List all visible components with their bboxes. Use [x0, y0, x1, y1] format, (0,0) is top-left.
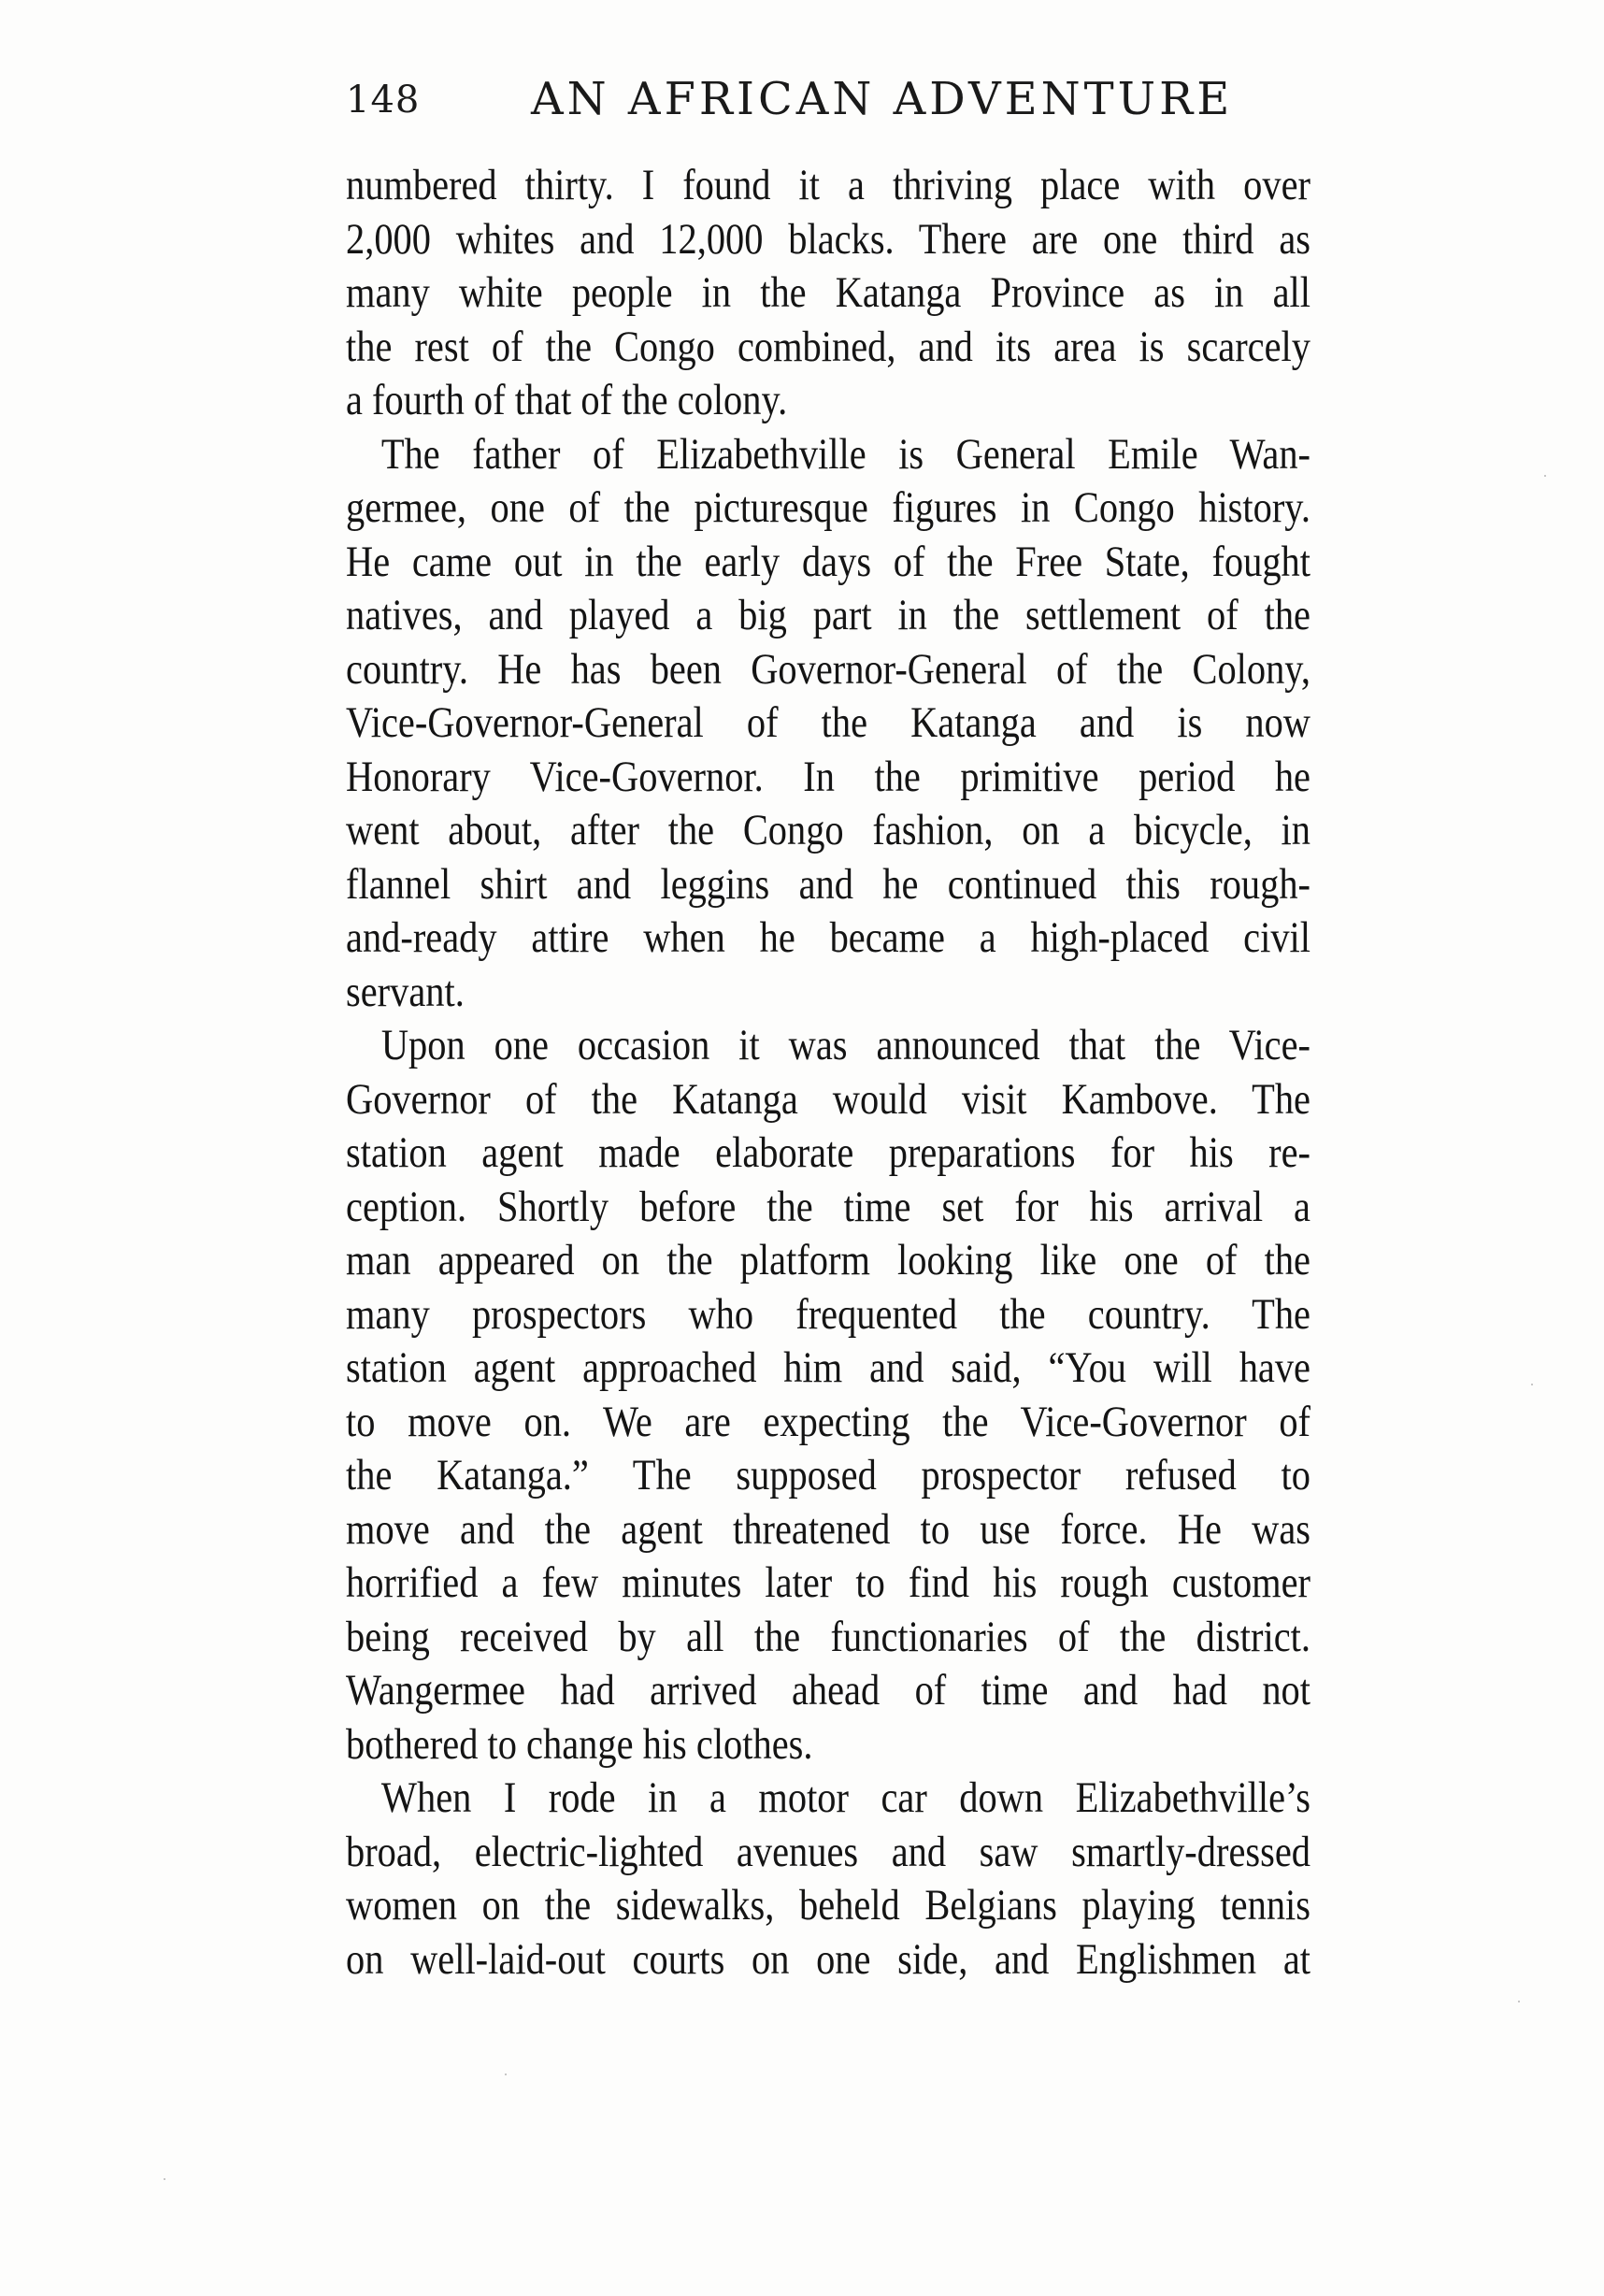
- body-text: [346, 159, 1310, 1987]
- paragraph: [346, 1019, 1310, 1772]
- text-line: horrified a few minutes later to find his rough customer: [346, 1558, 1310, 1607]
- text-line: servant.: [346, 967, 465, 1016]
- text-line: flannel shirt and leggins and he continued this rough-: [346, 859, 1310, 909]
- text-line: went about, after the Congo fashion, on a bicycle, in: [346, 806, 1310, 854]
- text-line: man appeared on the platform looking like one of the: [346, 1236, 1310, 1284]
- text-line: station agent made elaborate preparations for his re-: [346, 1128, 1310, 1177]
- paper-speck: [505, 2074, 507, 2075]
- paragraph: [346, 428, 1310, 1020]
- text-line: many prospectors who frequented the country. The: [346, 1289, 1310, 1339]
- text-line: a fourth of that of the colony.: [346, 376, 788, 424]
- text-line: the Katanga.” The supposed prospector refused to: [346, 1451, 1310, 1500]
- text-line: to move on. We are expecting the Vice-Governor of: [346, 1397, 1310, 1446]
- text-line: many white people in the Katanga Province as in all: [346, 268, 1310, 317]
- page-number: 148: [346, 79, 421, 122]
- text-line: He came out in the early days of the Free State, fought: [346, 537, 1310, 586]
- book-title-header: AN AFRICAN ADVENTURE: [531, 73, 1234, 125]
- text-line: station agent approached him and said, “You will have: [346, 1343, 1310, 1392]
- paper-speck: [164, 2178, 165, 2180]
- text-line: Upon one occasion it was announced that the Vice-: [380, 1021, 1311, 1069]
- text-line: the rest of the Congo combined, and its area is scarcely: [346, 322, 1310, 371]
- paragraph: [346, 159, 1310, 428]
- text-line: Honorary Vice-Governor. In the primitive period he: [346, 752, 1310, 801]
- running-head: [346, 73, 1290, 138]
- text-line: Governor of the Katanga would visit Kambove. The: [346, 1074, 1310, 1124]
- paper-speck: [1518, 2001, 1520, 2002]
- text-line: women on the sidewalks, beheld Belgians playing tennis: [346, 1881, 1310, 1930]
- text-line: The father of Elizabethville is General Emile Wan-: [380, 429, 1311, 479]
- text-line: natives, and played a big part in the settlement of the: [346, 591, 1310, 639]
- paper-speck: [1531, 1384, 1533, 1385]
- text-line: and-ready attire when he became a high-placed civil: [346, 913, 1310, 962]
- paper-speck: [1544, 475, 1546, 477]
- text-line: Vice-Governor-General of the Katanga and is now: [346, 698, 1310, 747]
- text-line: move and the agent threatened to use force. He was: [346, 1504, 1310, 1554]
- text-line: numbered thirty. I found it a thriving place with over: [346, 161, 1310, 209]
- text-line: germee, one of the picturesque figures in Congo history.: [346, 483, 1310, 532]
- text-line: Wangermee had arrived ahead of time and had not: [346, 1666, 1310, 1715]
- paragraph: [346, 1772, 1310, 1987]
- text-line: When I rode in a motor car down Elizabethville’s: [380, 1773, 1311, 1822]
- text-line: broad, electric-lighted avenues and saw smartly-dressed: [346, 1827, 1310, 1876]
- text-line: bothered to change his clothes.: [346, 1719, 813, 1769]
- text-line: being received by all the functionaries of the district.: [346, 1612, 1310, 1661]
- text-line: country. He has been Governor-General of the Colony,: [346, 644, 1310, 694]
- text-line: 2,000 whites and 12,000 blacks. There are one third as: [346, 214, 1310, 264]
- text-line: on well-laid-out courts on one side, and Englishmen at: [346, 1934, 1310, 1984]
- text-line: ception. Shortly before the time set for his arrival a: [346, 1182, 1310, 1231]
